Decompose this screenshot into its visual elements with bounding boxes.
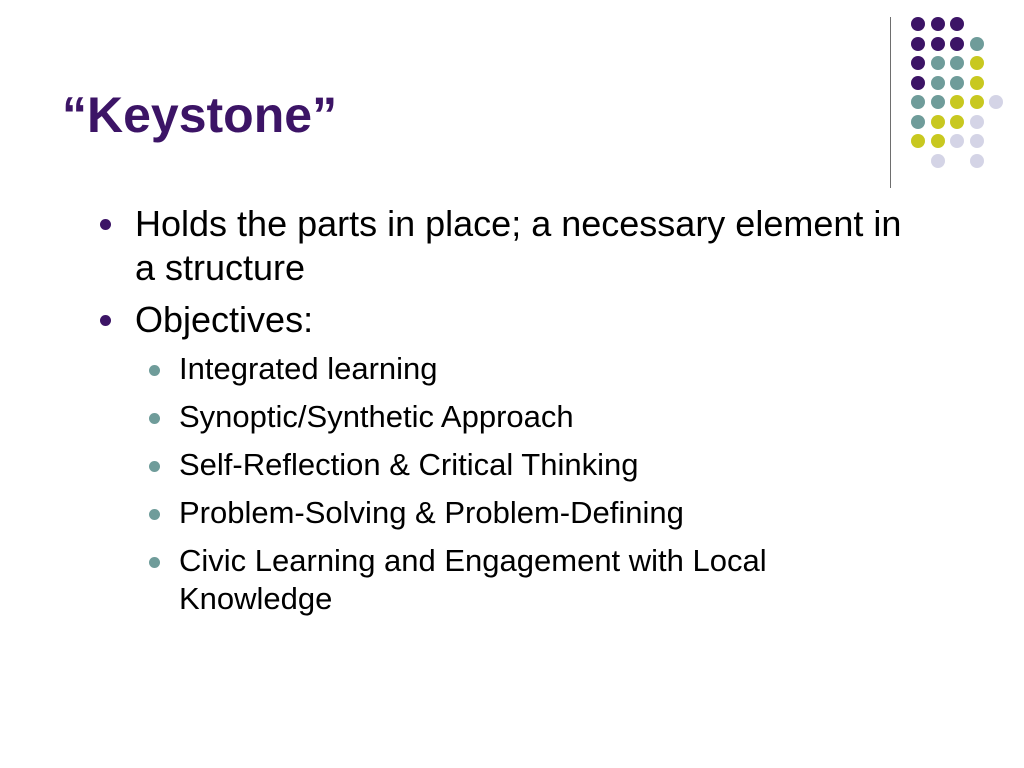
- sub-bullet-icon: [149, 509, 160, 520]
- decorative-dot: [950, 76, 964, 90]
- decorative-dot: [911, 56, 925, 70]
- decorative-dot: [970, 115, 984, 129]
- sub-bullet-item: [146, 398, 879, 436]
- sub-bullet-text: Synoptic/Synthetic Approach: [179, 399, 574, 434]
- sub-bullet-text: Problem-Solving & Problem-Defining: [179, 495, 684, 530]
- decorative-dot: [950, 37, 964, 51]
- bullet-list: [100, 202, 920, 628]
- sub-bullet-item: [146, 350, 879, 388]
- decorative-dot: [911, 37, 925, 51]
- decorative-dot: [950, 17, 964, 31]
- sub-bullet-text: Self-Reflection & Critical Thinking: [179, 447, 639, 482]
- decorative-dot: [931, 37, 945, 51]
- sub-bullet-text: Integrated learning: [179, 351, 438, 386]
- decorative-dot: [950, 95, 964, 109]
- decorative-dot: [989, 95, 1003, 109]
- sub-bullet-item: [146, 446, 879, 484]
- decorative-dot: [931, 76, 945, 90]
- vertical-divider: [890, 17, 891, 188]
- decorative-dot: [950, 115, 964, 129]
- bullet-item-objectives: [100, 298, 920, 342]
- decorative-dot: [911, 17, 925, 31]
- decorative-dot: [911, 95, 925, 109]
- decorative-dot: [970, 56, 984, 70]
- sub-bullet-text: Civic Learning and Engagement with Local Knowledge: [179, 543, 767, 616]
- sub-bullet-item: [146, 494, 879, 532]
- decorative-dot: [931, 115, 945, 129]
- decorative-dot: [931, 154, 945, 168]
- decorative-dot: [931, 56, 945, 70]
- sub-bullet-icon: [149, 461, 160, 472]
- bullet-icon: [100, 219, 111, 230]
- decorative-dot: [911, 134, 925, 148]
- decorative-dot: [931, 134, 945, 148]
- decorative-dot: [970, 134, 984, 148]
- sub-bullet-icon: [149, 413, 160, 424]
- objectives-sublist: [100, 350, 920, 618]
- decorative-dot: [931, 95, 945, 109]
- decorative-dot: [970, 154, 984, 168]
- decorative-dot: [950, 56, 964, 70]
- sub-bullet-item: [146, 542, 879, 618]
- bullet-text: Objectives:: [135, 299, 314, 340]
- decorative-dot: [970, 37, 984, 51]
- slide-title: “Keystone”: [62, 87, 338, 143]
- decorative-dot: [970, 95, 984, 109]
- bullet-icon: [100, 315, 111, 326]
- decorative-dot: [931, 17, 945, 31]
- decorative-dot: [911, 115, 925, 129]
- sub-bullet-icon: [149, 557, 160, 568]
- bullet-item-keystone-definition: [100, 202, 920, 290]
- decorative-dot: [911, 76, 925, 90]
- decorative-dot: [950, 134, 964, 148]
- decorative-dot: [970, 76, 984, 90]
- sub-bullet-icon: [149, 365, 160, 376]
- bullet-text: Holds the parts in place; a necessary element in a structure: [135, 203, 902, 288]
